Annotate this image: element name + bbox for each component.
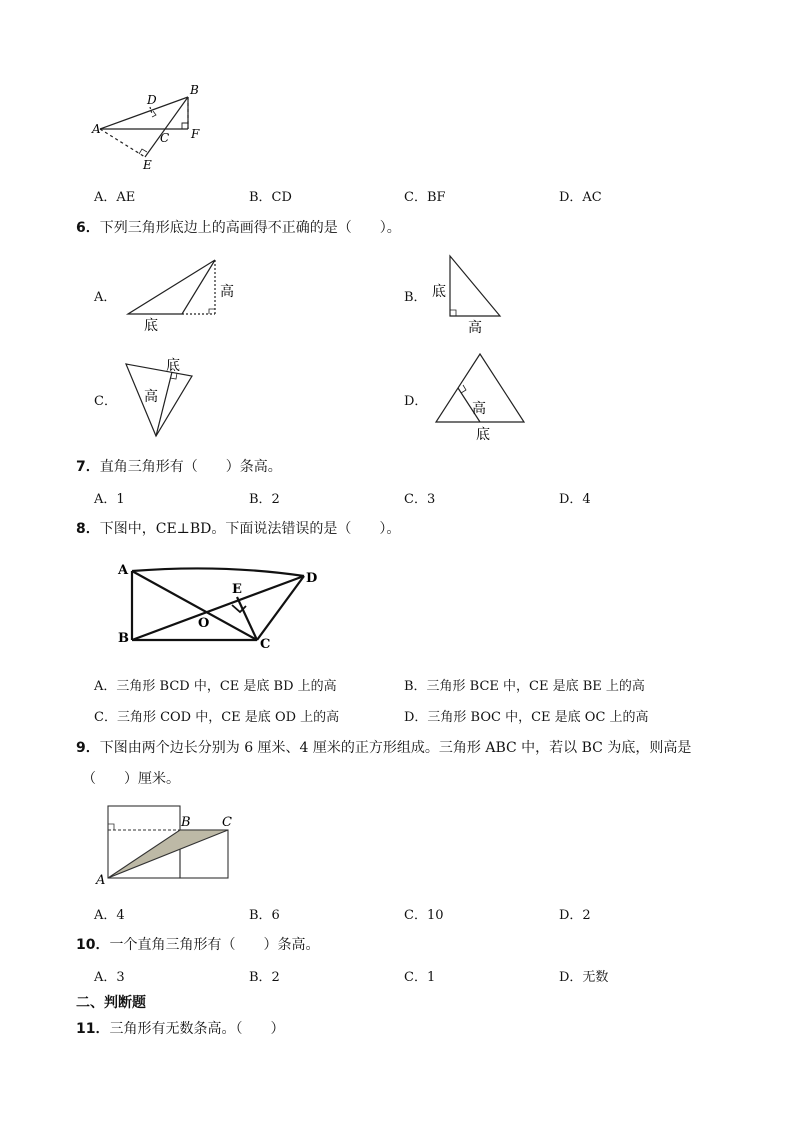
- q8-label-E: E: [232, 582, 242, 597]
- q6-option-a[interactable]: A．: [94, 290, 117, 305]
- q9-label-C: C: [222, 815, 232, 830]
- q9-figure: [94, 800, 244, 892]
- q9-question: [76, 737, 691, 757]
- q8-figure: [112, 560, 332, 652]
- q6-text: 下列三角形底边上的高画得不正确的是（ ）。: [99, 220, 401, 236]
- label-F: F: [191, 127, 200, 141]
- q10-number: 10．: [76, 937, 110, 953]
- q7-option-a[interactable]: A．1: [94, 492, 125, 507]
- q5-option-b[interactable]: B．CD: [249, 190, 292, 205]
- q6-number: 6．: [76, 220, 100, 236]
- q11-question: [76, 1018, 284, 1038]
- label-A: A: [92, 122, 101, 136]
- q9-label-B: B: [181, 815, 191, 830]
- q8-option-c[interactable]: C．三角形 COD 中，CE 是底 OD 上的高: [94, 710, 340, 725]
- q7-option-d[interactable]: D．4: [559, 492, 591, 507]
- q6b-base-label: 底: [432, 284, 446, 300]
- label-B: B: [190, 83, 199, 97]
- q10-option-b[interactable]: B．2: [249, 970, 280, 985]
- section-title: 二、判断题: [76, 995, 146, 1011]
- q8-label-A: A: [118, 563, 129, 578]
- q6d-height-label: 高: [472, 401, 486, 417]
- q6-figure-a: [120, 256, 250, 336]
- q10-option-d[interactable]: D．无数: [559, 970, 609, 985]
- q6c-base-label: 底: [166, 358, 180, 374]
- q8-label-O: O: [198, 616, 210, 631]
- q6-option-d[interactable]: D．: [404, 394, 428, 409]
- q8-option-b[interactable]: B．三角形 BCE 中，CE 是底 BE 上的高: [404, 679, 645, 694]
- q7-question: [76, 456, 282, 476]
- q10-option-a[interactable]: A．3: [94, 970, 125, 985]
- label-D: D: [147, 93, 157, 107]
- q8-label-B: B: [118, 631, 129, 646]
- q7-option-c[interactable]: C．3: [404, 492, 436, 507]
- label-C: C: [160, 131, 170, 145]
- q6c-height-label: 高: [144, 389, 158, 405]
- q8-option-d[interactable]: D．三角形 BOC 中，CE 是底 OC 上的高: [404, 710, 649, 725]
- q9-text-line2: （ ）厘米。: [82, 771, 180, 787]
- q8-text: 下图中，CE⊥BD。下面说法错误的是（ ）。: [99, 521, 401, 537]
- q6-figure-c: [120, 354, 210, 442]
- q5-option-c[interactable]: C．BF: [404, 190, 446, 205]
- q6-option-c[interactable]: C．: [94, 394, 117, 409]
- q10-option-c[interactable]: C．1: [404, 970, 436, 985]
- q7-number: 7．: [76, 459, 100, 475]
- q8-number: 8．: [76, 521, 100, 537]
- q7-option-b[interactable]: B．2: [249, 492, 280, 507]
- q8-label-D: D: [306, 571, 318, 586]
- q9-text-line1: 下图由两个边长分别为 6 厘米、4 厘米的正方形组成。三角形 ABC 中，若以 BC 为底，则高是: [99, 740, 692, 756]
- q11-number: 11．: [76, 1021, 110, 1037]
- q9-label-A: A: [96, 873, 106, 888]
- q6d-base-label: 底: [476, 427, 490, 443]
- q5-option-d[interactable]: D．AC: [559, 190, 602, 205]
- q6a-base-label: 底: [144, 318, 158, 334]
- q5-option-a[interactable]: A．AE: [94, 190, 136, 205]
- q8-option-a[interactable]: A．三角形 BCD 中，CE 是底 BD 上的高: [94, 679, 337, 694]
- q9-option-c[interactable]: C．10: [404, 908, 444, 923]
- q11-text: 三角形有无数条高。（ ）: [109, 1021, 285, 1037]
- q6b-height-label: 高: [468, 320, 482, 336]
- q8-question: [76, 518, 400, 538]
- label-E: E: [143, 158, 152, 172]
- q10-text: 一个直角三角形有（ ）条高。: [109, 937, 320, 953]
- q6a-height-label: 高: [220, 284, 234, 300]
- q10-question: [76, 934, 319, 954]
- q9-option-a[interactable]: A．4: [94, 908, 125, 923]
- q7-text: 直角三角形有（ ）条高。: [99, 459, 282, 475]
- q6-figure-d: [432, 350, 532, 446]
- q5-figure: [90, 82, 220, 174]
- q9-option-b[interactable]: B．6: [249, 908, 280, 923]
- q6-figure-b: [428, 252, 508, 342]
- q8-label-C: C: [260, 637, 271, 652]
- q9-option-d[interactable]: D．2: [559, 908, 591, 923]
- q6-option-b[interactable]: B．: [404, 290, 427, 305]
- q9-number: 9．: [76, 740, 100, 756]
- q6-question: [76, 217, 401, 237]
